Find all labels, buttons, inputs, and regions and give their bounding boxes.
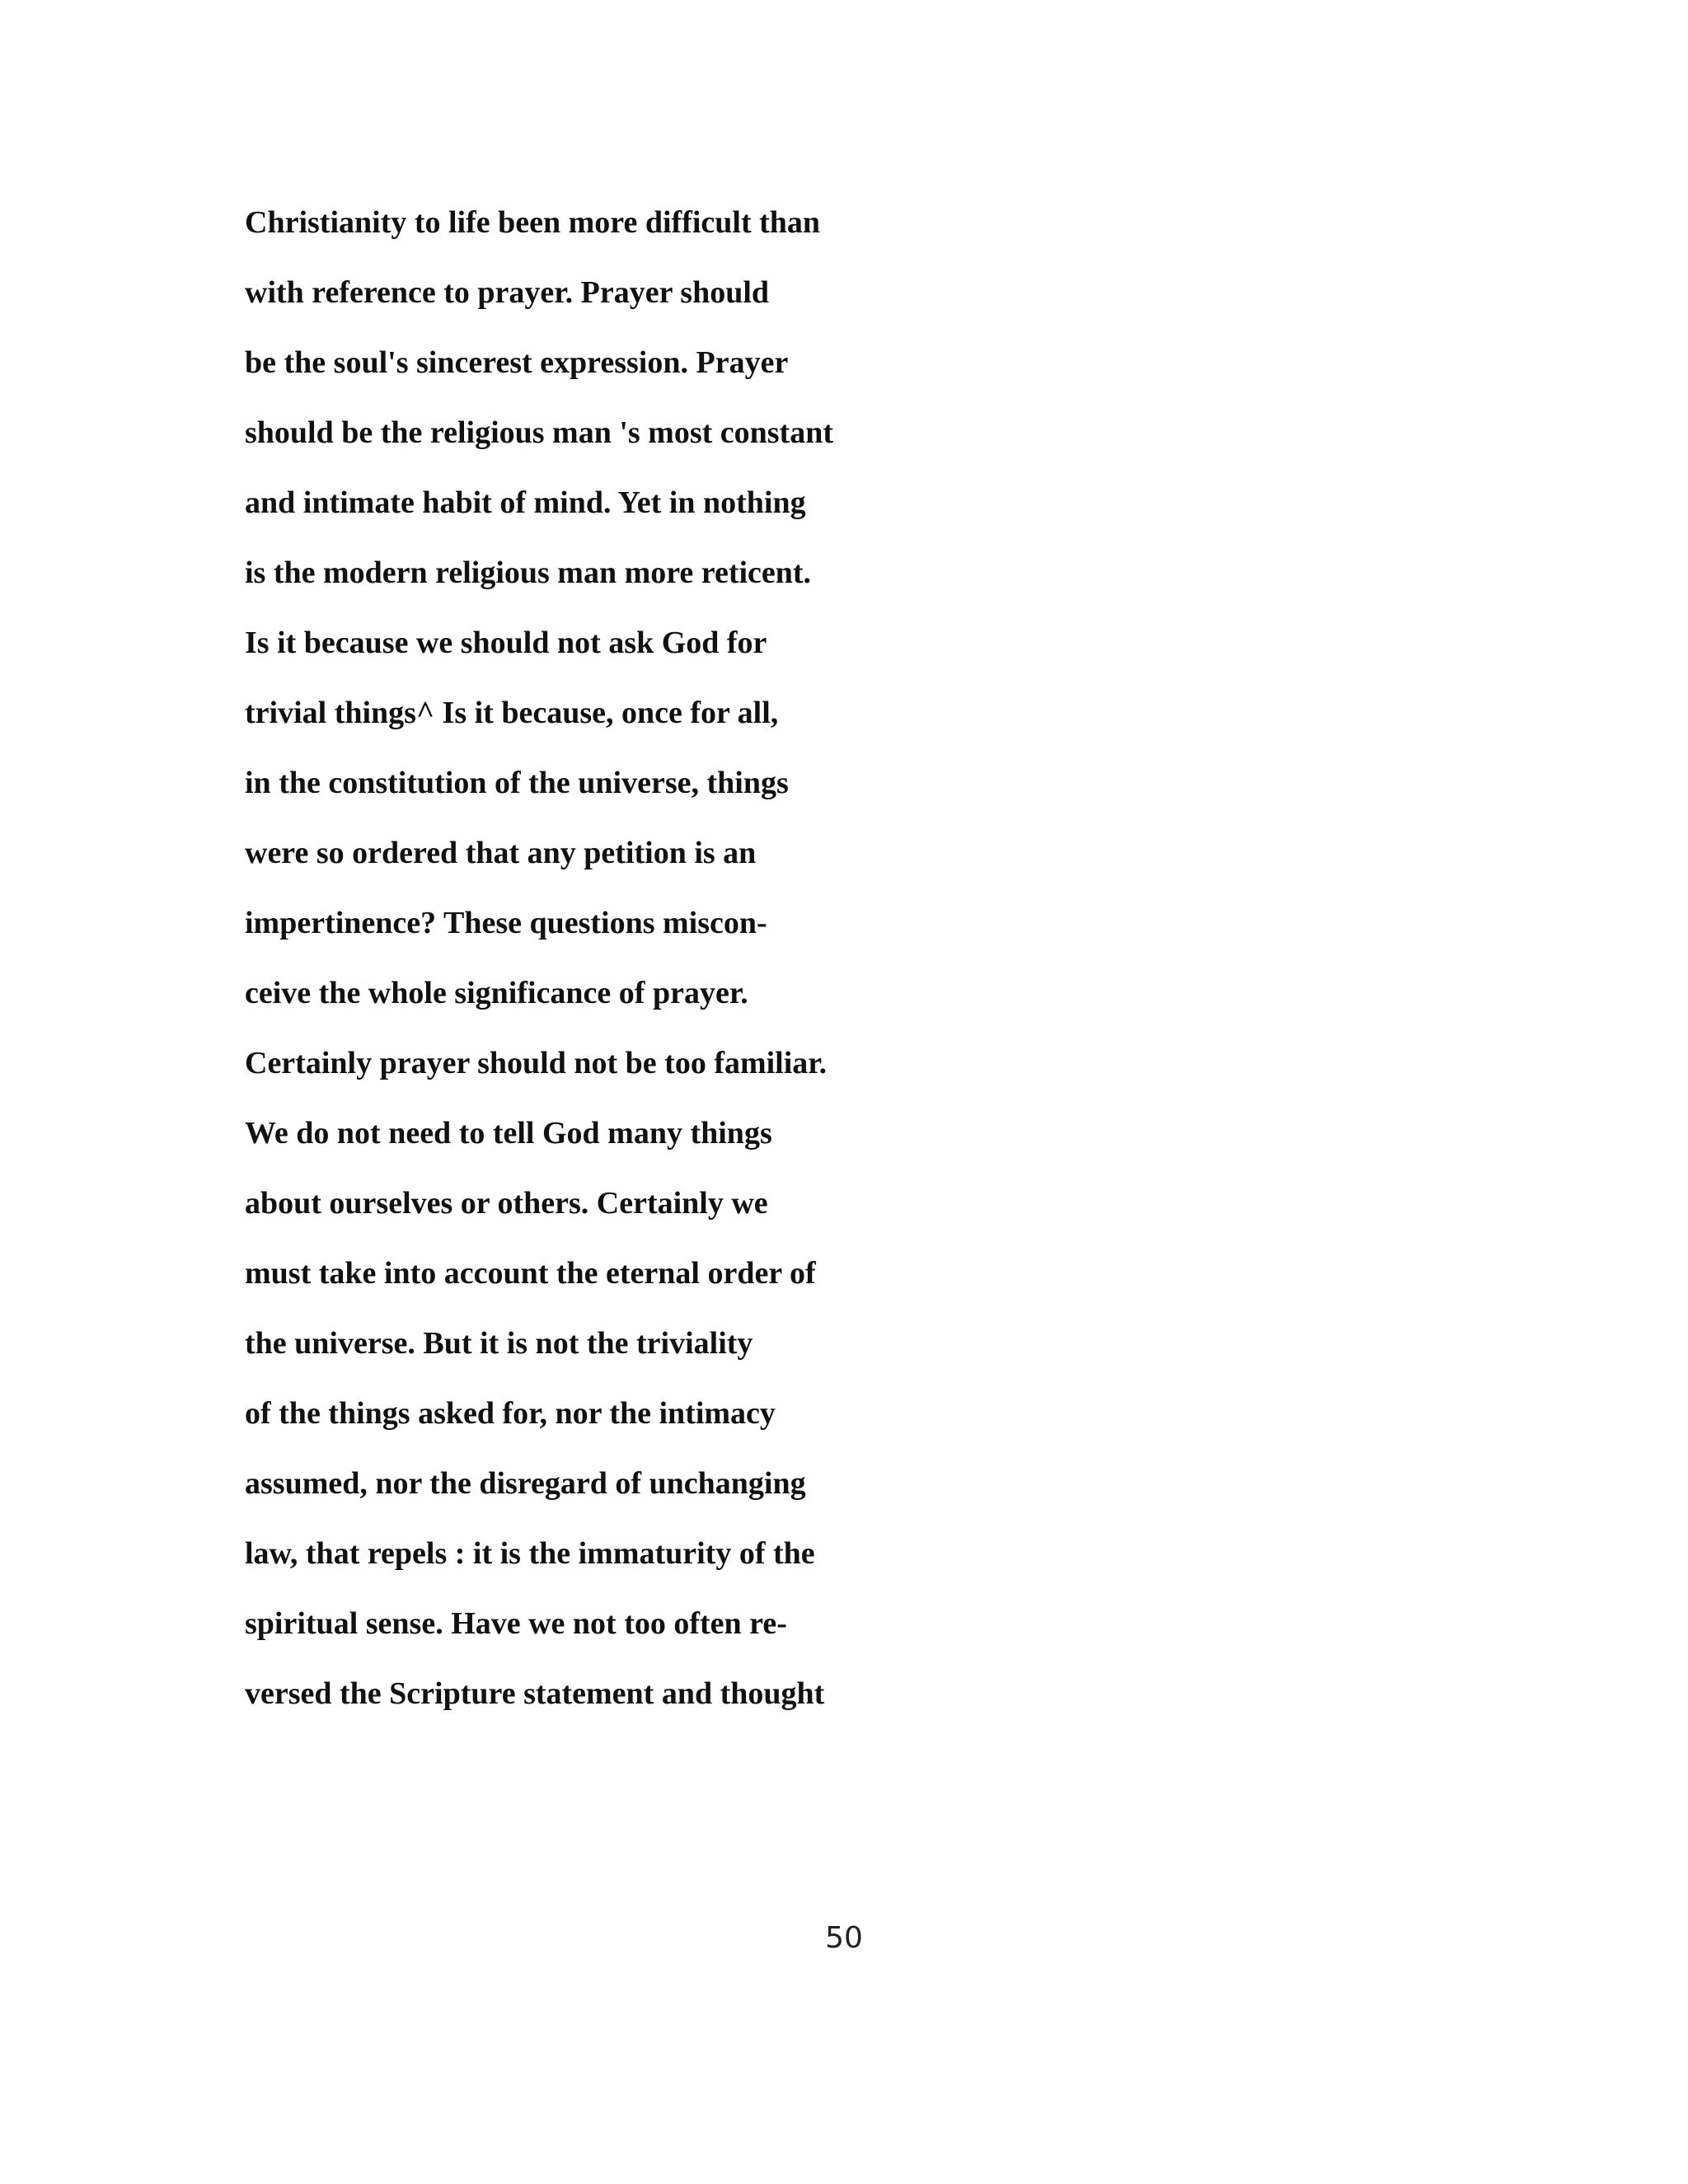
- body-text: [245, 188, 987, 1729]
- text-line: impertinence? These questions miscon-: [245, 906, 767, 940]
- text-line: assumed, nor the disregard of unchanging: [245, 1466, 806, 1501]
- text-line: the universe. But it is not the triviality: [245, 1326, 753, 1361]
- page-number: 50: [825, 1921, 863, 1955]
- text-line: must take into account the eternal order of: [245, 1256, 816, 1291]
- text-line: were so ordered that any petition is an: [245, 836, 757, 870]
- text-line: ceive the whole significance of prayer.: [245, 976, 748, 1010]
- text-line: trivial things^ Is it because, once for all,: [245, 696, 779, 730]
- text-line: with reference to prayer. Prayer should: [245, 275, 770, 310]
- text-line: Certainly prayer should not be too familiar.: [245, 1046, 828, 1080]
- text-line: and intimate habit of mind. Yet in nothing: [245, 485, 806, 520]
- text-line: Is it because we should not ask God for: [245, 626, 767, 660]
- text-line: law, that repels : it is the immaturity of the: [245, 1536, 815, 1571]
- text-line: is the modern religious man more reticent.: [245, 555, 812, 590]
- text-line: spiritual sense. Have we not too often re-: [245, 1606, 787, 1641]
- text-line: about ourselves or others. Certainly we: [245, 1186, 768, 1221]
- text-line: Christianity to life been more difficult than: [245, 205, 821, 240]
- text-line: in the constitution of the universe, things: [245, 766, 789, 800]
- text-line: should be the religious man 's most constant: [245, 415, 834, 450]
- text-line: versed the Scripture statement and thought: [245, 1676, 825, 1711]
- text-line: be the soul's sincerest expression. Prayer: [245, 345, 789, 380]
- text-line: of the things asked for, nor the intimacy: [245, 1396, 776, 1431]
- text-line: We do not need to tell God many things: [245, 1116, 772, 1151]
